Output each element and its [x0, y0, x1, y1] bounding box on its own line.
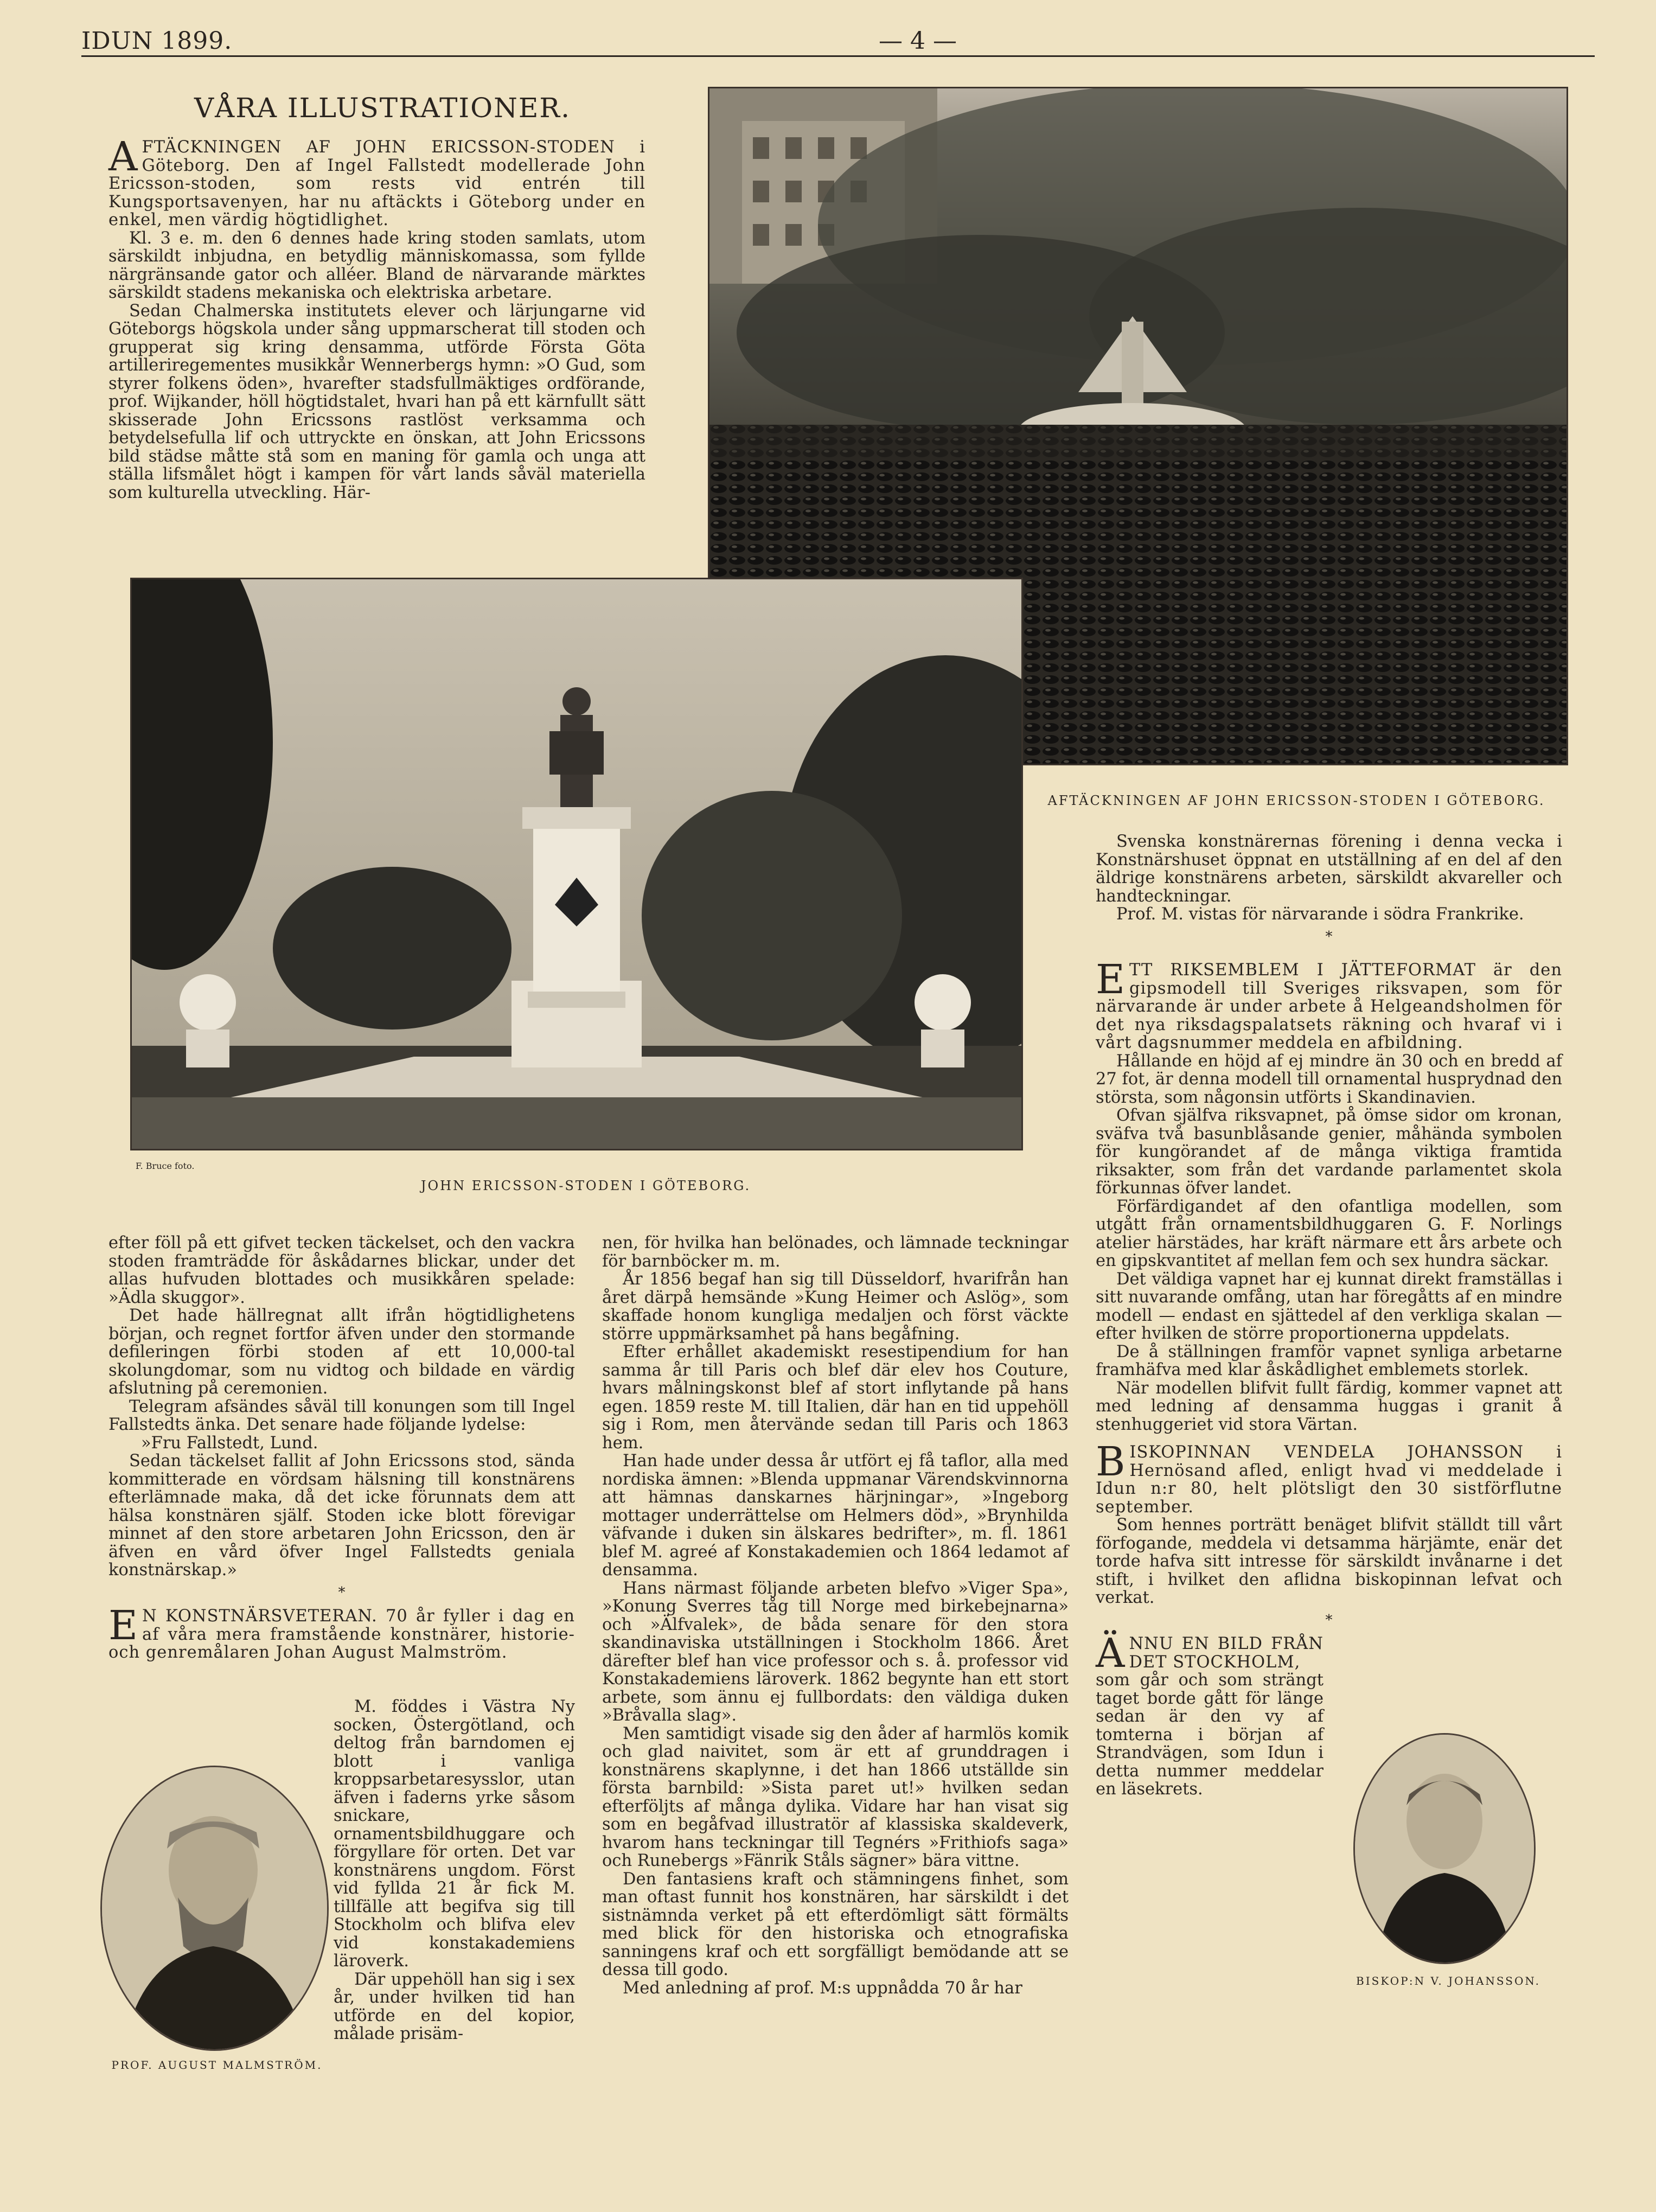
mid-p5: Hans närmast följande arbeten blefvo »Viger Spa», »Konung Sverres tåg till Norge med birkebejnarna» och »Älfvalek», de båda senare för den stora skandinaviska utställningen i Stockholm 1866. Året därefter blef han vice professor och s. å. professor vid Konstakademiens läroverk. 1862 begynte han ett stort arbete, som ännu ej fullbordats: den väldiga duken »Bråvalla slag». — [602, 1578, 1069, 1725]
mid-p6: Men samtidigt visade sig den åder af harmlös komik och glad naivitet, som är ett af grunddragen i konstnärens skaplynne, i det han 1866 utställde sin första barnbild: »Sista paret ut!» hvilken sedan efterföljts af många dylika. Vidare har han visat sig som en begåfvad illustratör af klassiska skaldeverk, hvarom hans teckningar till Tegnérs »Frithiofs saga» och Runebergs »Fänrik Ståls sägner» bära vittne. — [602, 1724, 1069, 1870]
statue-photo — [130, 578, 1023, 1150]
statue-caption: JOHN ERICSSON-STODEN I GÖTEBORG. — [420, 1178, 751, 1193]
dropcap-e-riks: E — [1096, 956, 1126, 1003]
dropcap-a-annu: Ä — [1096, 1630, 1125, 1677]
malmstrom-caption: PROF. AUGUST MALMSTRÖM. — [111, 2058, 323, 2072]
riks-p7: När modellen blifvit fullt färdig, kommer vapnet att med ledning af densamma huggas i granit å stenhuggeriet vid stora Värtan. — [1096, 1378, 1562, 1434]
biskop-portrait — [1353, 1733, 1536, 1964]
bisk-p2: Som hennes porträtt benäget blifvit ställdt till vårt förfogande, meddela vi detsamma härjämte, enär det torde hafva sitt intresse för särskildt invånarne i det stift, i hvilket den aflidna biskopinnan lefvat och verkat. — [1096, 1516, 1562, 1607]
crowd-caption: AFTÄCKNINGEN AF JOHN ERICSSON-STODEN I GÖTEBORG. — [1047, 793, 1545, 808]
ericsson-p8: Sedan täckelset fallit af John Ericssons stod, sända kommitterade en vördsam hälsning till konstnärens efterlämnade maka, då det icke förunnats dem att hälsa konstnären själf. Stoden icke blott förevigar minnet af den store arbetaren John Ericsson, den är äfven en vård öfver Ingel Fallstedts geniala konstnärskap.» — [108, 1452, 575, 1580]
mid-p3: Efter erhållet akademiskt resestipendium for han samma år till Paris och blef där elev hos Couture, hvars målningskonst blef af stort inflytande på hans egen. 1859 reste M. till Italien, där han en tid uppehöll sig i Rom, men återvände sedan till Paris och 1863 hem. — [602, 1342, 1069, 1453]
dropcap-b-bisk: B — [1096, 1439, 1126, 1485]
journal-issue: IDUN 1899. — [81, 27, 233, 55]
malmstrom-p3: Där uppehöll han sig i sex år, under hvilken tid han utförde en del kopior, målade prisäm- — [334, 1970, 575, 2043]
malmstrom-portrait-image — [102, 1767, 327, 2049]
riks-p6: De å ställningen framför vapnet synliga arbetarne framhäfva med klar åskådlighet emblemets storlek. — [1096, 1342, 1562, 1379]
mid-p1: nen, för hvilka han belönades, och lämnade teckningar för barnböcker m. m. — [602, 1233, 1069, 1271]
bisk-lead: ISKOPINNAN VENDELA JOHANSSON i Hernösand afled, enligt hvad vi meddelade i Idun n:r 80, helt plötsligt den 30 sistförflutne september. — [1096, 1443, 1562, 1517]
malmstrom-p2: M. föddes i Västra Ny socken, Östergötland, och deltog från barndomen ej blott i vanliga kroppsarbetaresysslor, utan äfven i faderns yrke såsom snickare, ornamentsbildhuggare och förgyllare för orten. Det var konstnärens ungdom. Först vid fyllda 21 år fick M. tillfälle att begifva sig till Stockholm och blifva elev vid konstakademiens läroverk. — [334, 1697, 575, 1971]
ericsson-p7: »Fru Fallstedt, Lund. — [141, 1433, 318, 1453]
annu-p2: som går och som strängt taget borde gått för länge sedan är den vy af tomterna i början af Strandvägen, som Idun i detta nummer meddelar en läsekrets. — [1096, 1671, 1323, 1799]
mid-p8: Med anledning af prof. M:s uppnådda 70 år har — [623, 1978, 1022, 1998]
divider-star-2: * — [1325, 1612, 1333, 1628]
ericsson-p6: Telegram afsändes såväl till konungen som till Ingel Fallstedts änka. Det senare hade följande lydelse: — [108, 1397, 575, 1434]
annu-lead: NNU EN BILD FRÅN DET STOCKHOLM, — [1129, 1634, 1323, 1672]
riks-lead: TT RIKSEMBLEM I JÄTTEFORMAT är den gipsmodell till Sveriges riksvapen, som för närvarande är under arbete å Helgeandsholmen för det nya riksdagspalatsets räkning och hvaraf vi i vårt dagsnummer meddela en afbildning. — [1096, 961, 1562, 1052]
article-malmstrom-middle — [602, 1234, 1069, 1997]
ericsson-cont: efter föll på ett gifvet tecken täckelset, och den vackra stoden framträdde för åskådarnes blickar, under det allas hufvuden blottades och musikkåren spelade: »Ädla skuggor». — [108, 1233, 575, 1307]
page-header — [81, 27, 1595, 60]
header-rule — [81, 55, 1595, 57]
biskop-caption: BISKOP:N V. JOHANSSON. — [1356, 1974, 1540, 1987]
riks-p5: Det väldiga vapnet har ej kunnat direkt framställas i sitt nuvarande omfång, utan har föregåtts af en mindre modell — endast en sjättedel af den verkliga skalan — efter hvilken de större proportionerna uppdelats. — [1096, 1269, 1562, 1343]
ericsson-p3: Sedan Chalmerska institutets elever och lärjungarne vid Göteborgs högskola under sång uppmarscherat till stoden och grupperat sig kring densamma, utförde Första Göta artilleriregementes musikkår Wennerbergs hymn: »O Gud, som styrer folkens öden», hvarefter stadsfullmäktiges ordförande, prof. Wijkander, höll högtidstalet, hvari han på ett kärnfullt sätt skisserade John Ericssons rastlöst verksamma och betydelsefulla lif och uttryckte en önskan, att John Ericssons bild städse måtte stå som en maning för gamla och unga att ställa lifsmålet högt i kampen för vårt lands såväl materiella som kulturella utveckling. Här- — [108, 301, 645, 502]
malmstrom-location: Prof. M. vistas för närvarande i södra Frankrike. — [1116, 905, 1524, 924]
article-malmstrom-side — [334, 1698, 575, 2043]
statue-photo-image — [132, 579, 1021, 1149]
riks-p3: Ofvan själfva riksvapnet, på ömse sidor om kronan, sväfva två basunblåsande genier, måhända symbolen för kungörandet af de många viktiga framtida riksakter, som från det vardande parlamentet skola förkunnas öfver landet. — [1096, 1106, 1562, 1198]
ericsson-lead: FTÄCKNINGEN AF JOHN ERICSSON-STODEN i Göteborg. Den af Ingel Fallstedt modellerade John Ericsson-stoden, som rests vid entrén till Kungsportsavenyen, har nu aftäckts i Göteborg under en enkel, men värdig högtidlighet. — [108, 138, 645, 229]
riks-p4: Förfärdigandet af den ofantliga modellen, som utgått från ornamentsbildhuggaren G. F. Norlings atelier härstädes, har kräft närmare ett års arbete och en gipskvantitet af mellan fem och sex hundra säckar. — [1096, 1197, 1562, 1270]
mid-p7: Den fantasiens kraft och stämningens finhet, som man oftast funnit hos konstnären, har särskildt i det sistnämnda verket på ett efterdömligt sätt förmälts med blick för den historiska och etnografiska sanningens kraf och ett sorgfälligt bemödande att se dessa till godo. — [602, 1869, 1069, 1979]
mid-p4: Han hade under dessa år utfört ej få taflor, alla med nordiska ämnen: »Blenda uppmanar Värendskvinnorna att hämnas danskarnes härjningar», »Ingeborg mottager underrättelse om Helmers död», »Brynhilda väfvande i duken sin älskares bedrifter», m. fl. 1861 blef M. agreé af Konstakademien och 1864 ledamot af densamma. — [602, 1452, 1069, 1580]
article-ericsson-bottom — [108, 1234, 575, 1662]
page-number: — 4 — — [879, 27, 957, 55]
mid-p2: År 1856 begaf han sig till Düsseldorf, hvarifrån han året därpå hemsände »Kung Heimer och Aslög», som skaffade honom kungliga medaljen och först väckte större uppmärksamhet på hans begåfning. — [602, 1270, 1069, 1344]
dropcap-e-konst: E — [108, 1602, 138, 1649]
divider-star: * — [1325, 928, 1333, 945]
section-title: VÅRA ILLUSTRATIONER. — [194, 92, 571, 124]
riks-p2: Hållande en höjd af ej mindre än 30 och en bredd af 27 fot, är denna modell till ornamental husprydnad den största, som någonsin utförts i Skandinavien. — [1096, 1051, 1562, 1107]
photo-credit: F. Bruce foto. — [136, 1161, 195, 1171]
malmstrom-exhibition: Svenska konstnärernas förening i denna vecka i Konstnärshuset öppnat en utställning af en del af den äldrige konstnärens arbeten, särskildt akvareller och handteckningar. — [1096, 832, 1562, 906]
ericsson-p5: Det hade hällregnat allt ifrån högtidlighetens början, och regnet fortfor äfven under den stormande defileringen förbi stoden af ett 10,000-tal skolungdomar, som nu vidtog och bildade en värdig afslutning på ceremonien. — [108, 1306, 575, 1398]
dropcap-a: A — [108, 133, 138, 180]
article-ericsson-top — [108, 133, 645, 502]
article-malmstrom-end — [1096, 833, 1562, 1799]
divider-star-3: * — [338, 1584, 346, 1601]
malmstrom-portrait — [100, 1766, 329, 2051]
ericsson-p2: Kl. 3 e. m. den 6 dennes hade kring stoden samlats, utom särskildt inbjudna, en betydlig människomassa, som fyllde närgränsande gator och alléer. Bland de närvarande märktes särskildt stadens mekaniska och elektriska arbetare. — [108, 228, 645, 302]
konst-lead: N KONSTNÄRSVETERAN. 70 år fyller i dag en af våra mera framstående konstnärer, historie- och genremålaren Johan August Malmström. — [108, 1607, 575, 1662]
biskop-portrait-image — [1355, 1735, 1534, 1962]
